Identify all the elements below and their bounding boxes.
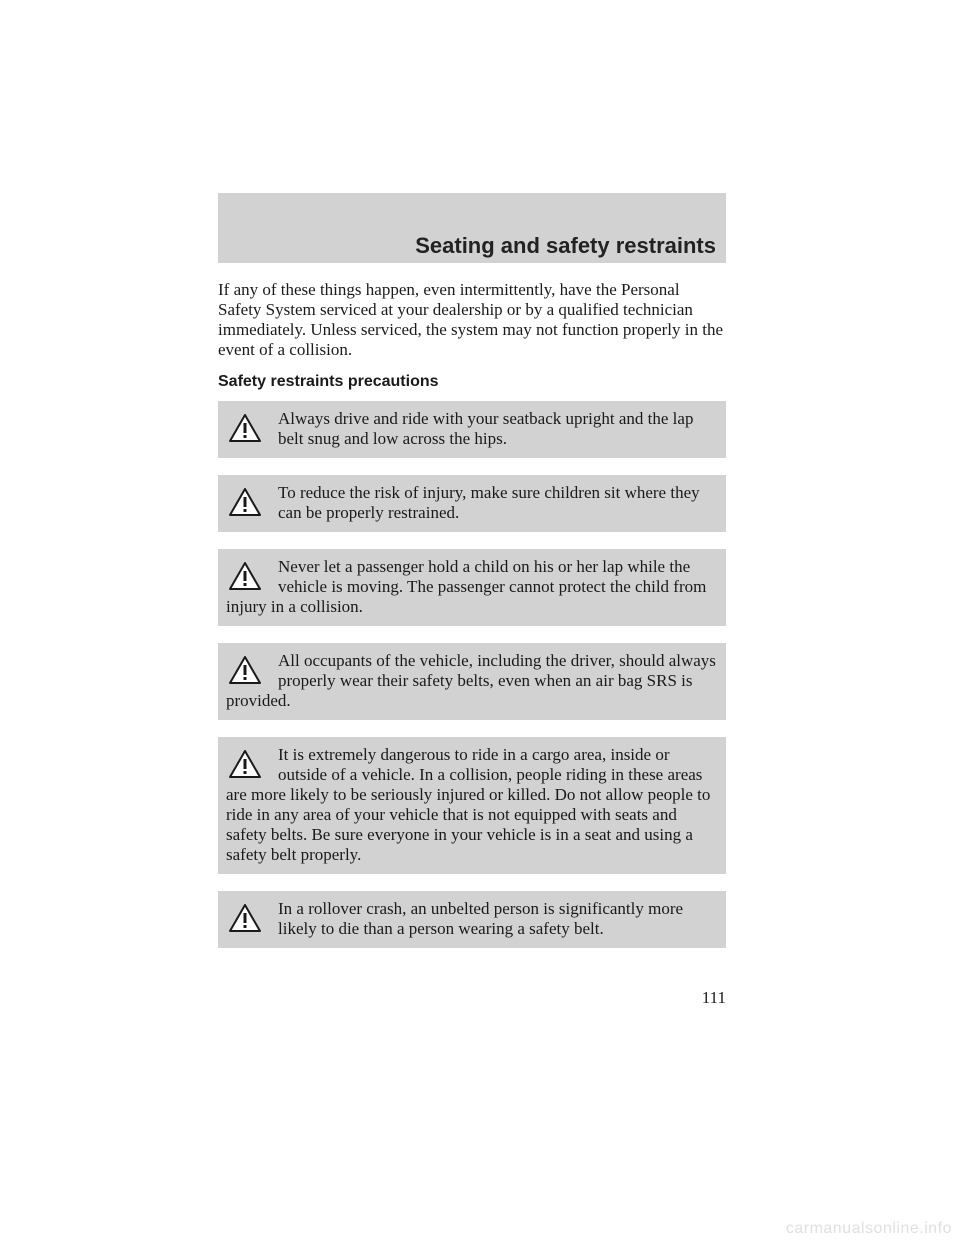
warning-text: In a rollover crash, an unbelted person is significantly more likely to die than a person wearing a safety belt. bbox=[278, 899, 684, 938]
warning-text: To reduce the risk of injury, make sure children sit where they can be properly restrained. bbox=[278, 483, 700, 522]
warning-box bbox=[218, 737, 726, 874]
warning-box bbox=[218, 401, 726, 458]
warning-triangle-icon bbox=[228, 749, 262, 779]
warning-box bbox=[218, 643, 726, 720]
page-number: 111 bbox=[701, 988, 726, 1007]
warning-box bbox=[218, 549, 726, 626]
section-title: Seating and safety restraints bbox=[415, 233, 716, 258]
warning-text: All occupants of the vehicle, including the driver, should always properly wear their safety belts, even when an air bag SRS is provided. bbox=[226, 651, 716, 710]
warning-triangle-icon bbox=[228, 487, 262, 517]
section-header-band bbox=[218, 193, 726, 263]
warning-text: It is extremely dangerous to ride in a cargo area, inside or outside of a vehicle. In a collision, people riding in these areas are more likely to be seriously injured or killed. Do not allow people to ride in any area of your vehicle that is not equipped with seats and safety belts. Be sure everyone in your vehicle is in a seat and using a safety belt properly. bbox=[226, 745, 711, 864]
warning-box bbox=[218, 891, 726, 948]
intro-paragraph: If any of these things happen, even intermittently, have the Personal Safety System serviced at your dealership or by a qualified technician immediately. Unless serviced, the system may not function properly in the event of a collision. bbox=[218, 280, 724, 359]
watermark: carmanualsonline.info bbox=[785, 1220, 952, 1237]
warning-triangle-icon bbox=[228, 561, 262, 591]
precautions-heading: Safety restraints precautions bbox=[218, 373, 439, 390]
page-content bbox=[218, 280, 726, 965]
warning-triangle-icon bbox=[228, 413, 262, 443]
warning-triangle-icon bbox=[228, 903, 262, 933]
warning-text: Never let a passenger hold a child on his or her lap while the vehicle is moving. The passenger cannot protect the child from injury in a collision. bbox=[226, 557, 707, 616]
warning-text: Always drive and ride with your seatback upright and the lap belt snug and low across the hips. bbox=[278, 409, 694, 448]
warning-box bbox=[218, 475, 726, 532]
warning-triangle-icon bbox=[228, 655, 262, 685]
